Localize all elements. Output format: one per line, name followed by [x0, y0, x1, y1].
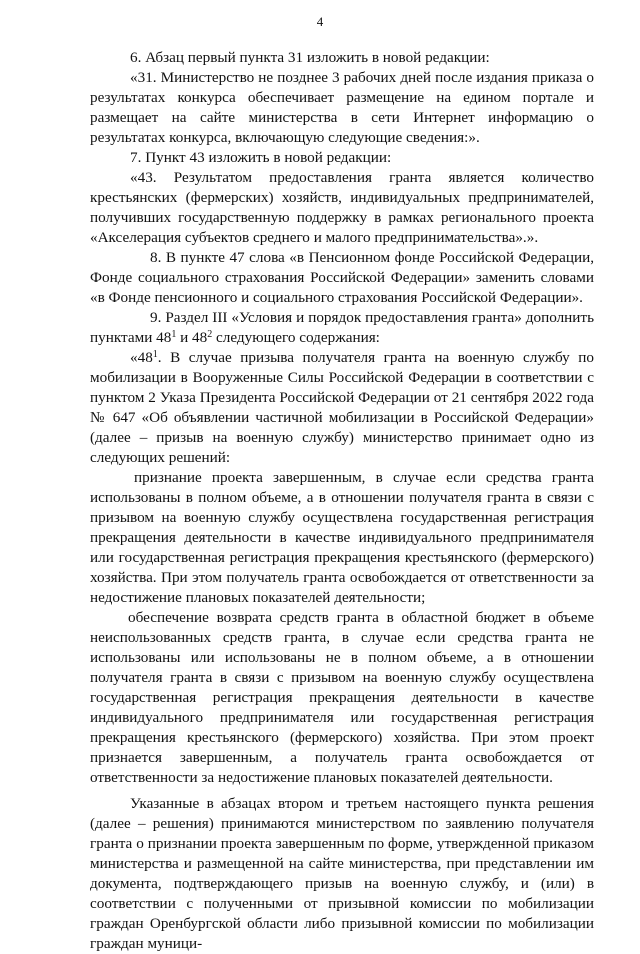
paragraph-6-text: «31. Министерство не позднее 3 рабочих дней после издания приказа о результатах конкурса обеспечивает размещение на едином портале и размещает на сайте министерства в сети Интернет информацию о результатах конкурса, включающую следующие сведения:».	[90, 69, 594, 146]
paragraph-9-start: 9. Раздел III «Условия и порядок предоставления гранта» дополнить пунктами 48	[90, 309, 594, 346]
paragraph-8: 8. В пункте 47 слова «в Пенсионном фонде Российской Федерации, Фонде социального страхования Российской Федерации» заменить словами «в Фонде пенсионного и социального страхования Российской Федерации».	[90, 249, 594, 306]
paragraph-48-1-number: «48	[130, 349, 153, 366]
paragraph-9	[90, 308, 594, 348]
paragraph-6-heading: 6. Абзац первый пункта 31 изложить в новой редакции:	[130, 49, 490, 66]
paragraph-9-mid: и 48	[176, 329, 208, 346]
page-number: 4	[316, 14, 324, 29]
paragraph-48-1	[90, 348, 594, 468]
decisions-paragraph: Указанные в абзацах втором и третьем настоящего пункта решения (далее – решения) принимаются министерством по заявлению получателя гранта о признании проекта завершенным по форме, утвержденной приказом министерства и размещенной на сайте министерства, при представлении им документа, подтверждающего призыв на военную службу, и (или) в соответствии с полученными от призывной комиссии по мобилизации граждан Оренбургской области либо призывной комиссии по мобилизации граждан муници-	[90, 795, 594, 952]
superscript-1: 1	[171, 329, 177, 340]
decision-option-2: обеспечение возврата средств гранта в областной бюджет в объеме неиспользованных средств гранта, в случае если средства гранта не использованы или использованы не в полном объеме, а в отношении получателя гранта в связи с призывом на военную службу осуществлена государственная регистрация прекращения деятельности в качестве индивидуального предпринимателя или государственная регистрация прекращения крестьянского (фермерского) хозяйства. При этом проект признается завершенным, а получатель гранта освобождается от ответственности за недостижение плановых показателей деятельности.	[90, 609, 594, 786]
paragraph-7-heading: 7. Пункт 43 изложить в новой редакции:	[130, 149, 392, 166]
paragraph-48-1-text: . В случае призыва получателя гранта на военную службу по мобилизации в Вооруженные Силы Российской Федерации в соответствии с пунктом 2 Указа Президента Российской Федерации от 21 сентября 2022 года № 647 «Об объявлении частичной мобилизации в Российской Федерации» (далее – призыв на военную службу) министерство принимает одно из следующих решений:	[90, 349, 594, 466]
decision-option-1: признание проекта завершенным, в случае если средства гранта использованы в полном объеме, а в отношении получателя гранта в связи с призывом на военную службу осуществлена государственная регистрация прекращения деятельности в качестве индивидуального предпринимателя или государственная регистрация прекращения крестьянского (фермерского) хозяйства. При этом получатель гранта освобождается от ответственности за недостижение плановых показателей деятельности;	[90, 469, 594, 606]
document-body	[90, 48, 594, 954]
superscript-2: 2	[207, 329, 213, 340]
paragraph-9-end: следующего содержания:	[212, 329, 380, 346]
paragraph-7-text: «43. Результатом предоставления гранта является количество крестьянских (фермерских) хозяйств, индивидуальных предпринимателей, получивших государственную поддержку в рамках регионального проекта «Акселерация субъектов среднего и малого предпринимательства».».	[90, 169, 594, 246]
superscript-48-1: 1	[152, 349, 158, 360]
